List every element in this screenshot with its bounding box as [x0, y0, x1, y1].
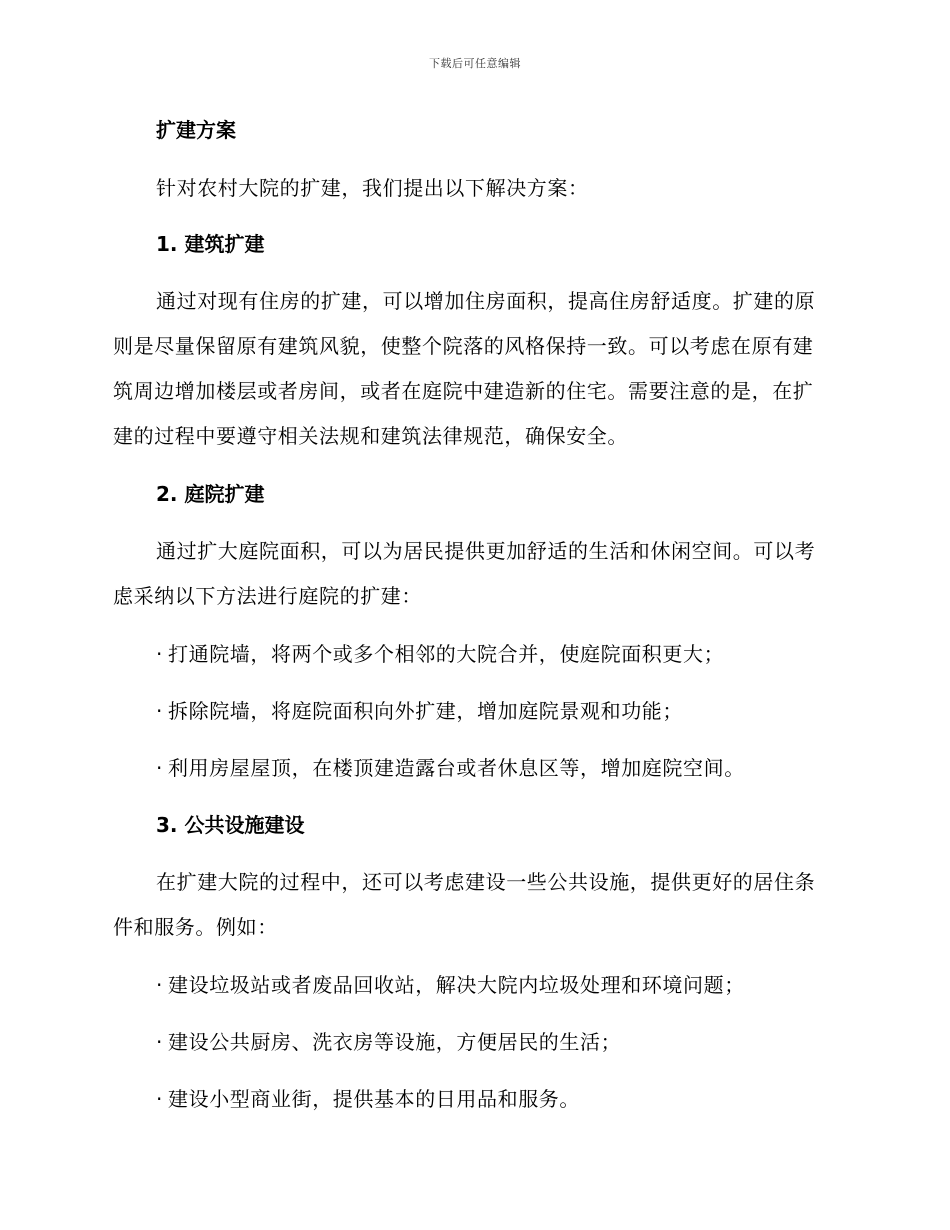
- list-item-text: 打通院墙，将两个或多个相邻的大院合并，使庭院面积更大；: [168, 642, 725, 666]
- bullet-marker: ·: [156, 699, 163, 723]
- section-1-heading: 1. 建筑扩建: [156, 232, 265, 256]
- bullet-marker: ·: [156, 642, 163, 666]
- section-2-heading: 2. 庭院扩建: [156, 482, 265, 506]
- list-item-text: 建设公共厨房、洗衣房等设施，方便居民的生活；: [168, 1030, 622, 1054]
- list-item-text: 拆除院墙，将庭院面积向外扩建，增加庭院景观和功能；: [168, 699, 683, 723]
- page-header: 下载后可任意编辑: [429, 57, 521, 70]
- list-item: [156, 971, 876, 999]
- list-item: [156, 697, 876, 725]
- list-item-text: 建设垃圾站或者废品回收站，解决大院内垃圾处理和环境问题；: [168, 973, 745, 997]
- section-3-heading: 3. 公共设施建设: [156, 813, 305, 837]
- list-item-text: 建设小型商业街，提供基本的日用品和服务。: [168, 1087, 580, 1111]
- list-item: [156, 640, 876, 668]
- list-item: [156, 754, 876, 782]
- list-item: [156, 1028, 876, 1056]
- bullet-marker: ·: [156, 756, 163, 780]
- list-item-text: 利用房屋屋顶，在楼顶建造露台或者休息区等，增加庭院空间。: [168, 756, 745, 780]
- list-item: [156, 1085, 876, 1113]
- bullet-marker: ·: [156, 973, 163, 997]
- section-3-paragraph: 在扩建大院的过程中，还可以考虑建设一些公共设施，提供更好的居住条件和服务。例如：: [113, 870, 816, 939]
- section-1-paragraph: 通过对现有住房的扩建，可以增加住房面积，提高住房舒适度。扩建的原则是尽量保留原有建筑风貌，使整个院落的风格保持一致。可以考虑在原有建筑周边增加楼层或者房间，或者在庭院中建造新的住宅。需要注意的是，在扩建的过程中要遵守相关法规和建筑法律规范，确保安全。: [113, 289, 816, 448]
- bullet-marker: ·: [156, 1087, 163, 1111]
- document-title: 扩建方案: [156, 118, 236, 142]
- intro-paragraph: 针对农村大院的扩建，我们提出以下解决方案：: [156, 176, 589, 200]
- bullet-marker: ·: [156, 1030, 163, 1054]
- section-2-paragraph: 通过扩大庭院面积，可以为居民提供更加舒适的生活和休闲空间。可以考虑采纳以下方法进行庭院的扩建：: [113, 539, 816, 608]
